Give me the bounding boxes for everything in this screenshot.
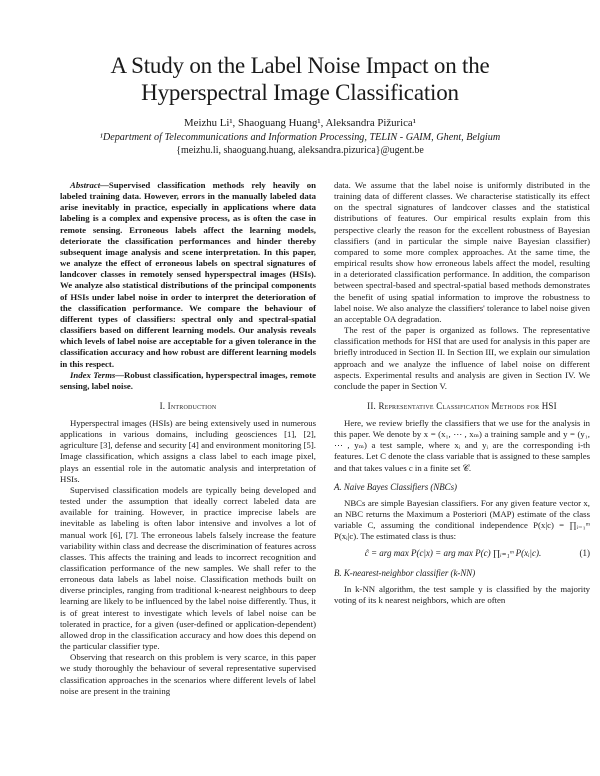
affiliation: ¹Department of Telecommunications and Information Processing, TELIN - GAIM, Ghent, Belgium [99,132,501,143]
abstract-text: —Supervised classification methods rely heavily on labeled training data. However, errors in the manually labeled data arise inevitably in practice, especially in applications where data labeling is a complex and expensive process, as is often the case in remote sensing. Erroneous labels affect the learning models, deteriorate the classification performances and hinder thereby subsequent image analysis and scene interpretation. In this paper, we analyze the effect of erroneous labels on spectral signatures of landcover classes in remotely sensed hyperspectral images (HSIs). We analyze also statistical distributions of the principal components of HSIs under label noise in order to interpret the deterioration of the classification performance. We compare the behaviour of different types of classifiers: spectral only and spectral-spatial classifiers based on different learning models. Our analysis reveals which levels of label noise are acceptable for a given tolerance in the classification accuracy and how robust are different learning models in this respect. [60,180,316,369]
right-paragraph-2: The rest of the paper is organized as follows. The representative classification methods for HSI that are used for analysis in this paper are briefly introduced in Section II. In Section III, we explain our simulation approach and we analyze the influence of label noise on different aspects. Experimental results and analysis are given in Section IV. We conclude the paper in Section V. [334,325,590,391]
index-terms-lead: Index Terms [70,369,116,380]
section-heading-introduction: I. Introduction [159,400,217,411]
nbc-paragraph: NBCs are simple Bayesian classifiers. For any given feature vector x, an NBC returns the Maximum a Posteriori (MAP) estimate of the class variable C, assuming the conditional independence P(x|c) = ∏ᵢ₌₁ᵐ P(xᵢ|c). The estimated class is thus: [334,497,590,542]
subsection-heading-nbc: A. Naive Bayes Classifiers (NBCs) [334,481,458,492]
equation-1 [334,548,590,559]
knn-paragraph: In k-NN algorithm, the test sample y is classified by the majority voting of its k nearest neighbors, which are often [334,583,590,605]
paper-title [40,52,560,106]
right-paragraph-1: data. We assume that the label noise is uniformly distributed in the training data of different classes. We characterise statistically its effect on the spectral signatures of landcover classes and the statistical distributions of features. Our empirical results explain from this perspective clearly the reason for the excellent robustness of Bayesian classifiers (and in particular the simple naive Bayesian classifier) compared to some more complex approaches. At the same time, the empirical results show how erroneous labels affect the model, resulting in a deteriorated classification performance. In addition, the comparison between spectral-based and spectral-spatial based methods demonstrates the benefit of using spatial information to improve the robustness to label noise. We also analyze the classifiers' tolerance to label noise given an acceptable OA degradation. [334,180,590,324]
intro-paragraph-1: Hyperspectral images (HSIs) are being extensively used in numerous applications in various domains, including geosciences [1], [2], agriculture [3], defense and security [4] and environment monitoring [5]. Image classification, which assigns a class label to each image pixel, plays an essential role in the automatic analysis and interpretation of HSIs. [60,417,316,484]
index-terms-text: —Robust classification, hyperspectral images, remote sensing, label noise. [60,369,316,391]
abstract [60,180,316,370]
author-emails: {meizhu.li, shaoguang.huang, aleksandra.pizurica}@ugent.be [176,145,424,156]
right-column [334,180,590,606]
title-line-2: Hyperspectral Image Classification [141,80,459,105]
methods-paragraph-1: Here, we review briefly the classifiers that we use for the analysis in this paper. We denote by x = (x₁, ⋯ , xₘ) a training sample and y = (y₁, ⋯ , yₘ) a test sample, where xᵢ and yᵢ are the corresponding i-th features. Let C denote the class variable that is assigned to these samples and that takes values c in a finite set 𝒞. [334,417,590,473]
section-heading-methods: II. Representative Classification Methods for HSI [367,400,557,411]
index-terms [60,370,316,392]
equation-body: ĉ = arg max P(c|x) = arg max P(c) ∏ᵢ₌₁ᵐ P(xᵢ|c). [364,548,542,559]
author-list: Meizhu Li¹, Shaoguang Huang¹, Aleksandra Pižurica¹ [184,117,416,129]
intro-paragraph-3: Observing that research on this problem is very scarce, in this paper we study thoroughly the behaviour of several representative supervised classification approaches in the scenarios where different levels of label noise are present in the training [60,652,316,696]
equation-number: (1) [579,548,590,559]
title-line-1: A Study on the Label Noise Impact on the [110,53,490,78]
left-column [60,180,316,697]
abstract-lead: Abstract [70,180,101,190]
subsection-heading-knn: B. K-nearest-neighbor classifier (k-NN) [334,567,476,578]
intro-paragraph-2: Supervised classification models are typically being developed and tested under the assumption that ideally correct labeled data are available for training. However, in practice imprecise labels are inevitable as labeling is often labor intensive and involves a lot of manual work [6], [7]. The erroneous labels falsely increase the feature variability within class and decrease the discrimination of features across classes. This affects the training and leads to incorrect recognition and classification performance of the new samples. We shall refer to the erroneous data labels as label noise. Classification methods built on diverse principles, ranging from traditional k-nearest neighbours to deep learning are likely to be influenced by the label noise differently. Thus, it is of great interest to investigate which levels of label noise can be tolerated in practice, for a given (user-defined or application-dependent) allowed drop in the classification accuracy and how does this depend on the particular classifier type. [60,484,316,652]
